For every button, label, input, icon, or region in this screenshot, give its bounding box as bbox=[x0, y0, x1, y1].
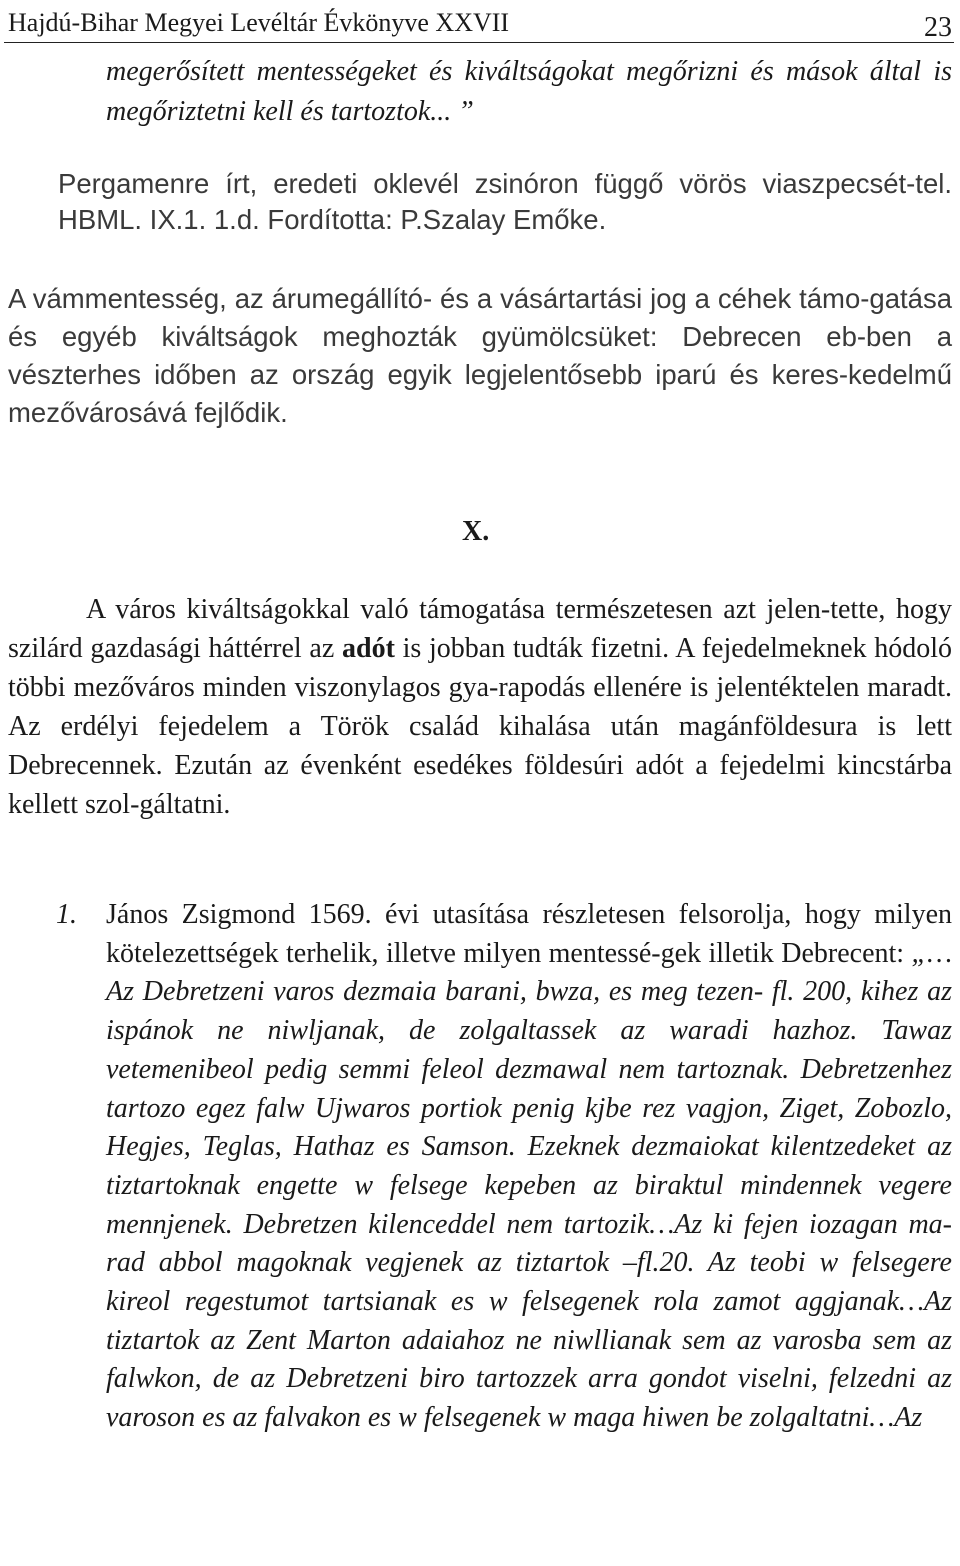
section-paragraph bbox=[8, 590, 952, 824]
page-number: 23 bbox=[924, 12, 952, 43]
running-header bbox=[4, 4, 954, 44]
source-note: Pergamenre írt, eredeti oklevél zsinóron függő vörös viaszpecsét-tel. HBML. IX.1. 1.d. Fordította: P.Szalay Emőke. bbox=[58, 168, 952, 235]
journal-title: Hajdú-Bihar Megyei Levéltár Évkönyve XXVII bbox=[8, 8, 510, 37]
section-bold-term: adót bbox=[342, 633, 395, 664]
list-item-intro: János Zsigmond 1569. évi utasítása részletesen felsorolja, hogy milyen kötelezettségek terhelik, illetve milyen mentessé-gek illetik Debrecent: bbox=[106, 899, 952, 969]
quote-continuation: megerősített mentességeket és kiváltságokat megőrizni és mások által is megőriztetni kell és tartoztok... ” bbox=[106, 56, 952, 127]
list-item-quote: „… Az Debretzeni varos dezmaia barani, bwza, es meg tezen- fl. 200, kihez az ispánok ne niwljanak, de zolgaltassek az waradi hazhoz. Tawaz vetemenibeol pedig semmi feleol dezmawal nem tartoznak. Debretzenhez tartozo egez falw Ujwaros portiok penig kjbe rez vagjon, Ziget, Zobozlo, Hegjes, Teglas, Hathaz es Samson. Ezeknek dezmaiokat kilentzedeket az tiztartoknak engette w felsege kepeben az biraktul mindennek vegere mennjenek. Debretzen kilenceddel nem tartozik…Az ki fejen iozagan ma-rad abbol magoknak vegjenek az tiztartok –fl.20. Az teobi w felsegere kireol regestumot tartsianak es w felsegenek rola zamot aggjanak…Az tiztartok az Zent Marton adaiahoz ne niwllianak sem az varosba sem az falwkon, de az Debretzeni biro tartozzek arra gondot viselni, felzedni az varoson es az falvakon es w felsegenek w maga hiwen be zolgaltatni…Az bbox=[106, 937, 952, 1434]
list-item-text bbox=[106, 896, 952, 1438]
header-rule bbox=[4, 42, 954, 43]
section-text-start: A város kiváltságokkal való támogatása természetesen azt jelen-tette, hogy szilárd gazdasági háttérrel az bbox=[8, 594, 952, 664]
section-text-end: is jobban tudták fizetni. A fejedelmeknek hódoló többi mezőváros minden viszonylagos gya-rapodás ellenére is jelentéktelen maradt. Az erdélyi fejedelem a Török család kihalása után magánföldesura is lett Debrecennek. Ezután az évenként esedékes földesúri adót a fejedelmi kincstárba kellett szol-gáltatni. bbox=[8, 633, 952, 820]
section-heading: X. bbox=[462, 516, 490, 547]
list-item-number: 1. bbox=[56, 899, 77, 930]
summary-paragraph: A vámmentesség, az árumegállító- és a vásártartási jog a céhek támo-gatása és egyéb kiváltságok meghozták gyümölcsüket: Debrecen eb-ben a vészterhes időben az ország egyik legjelentősebb iparú és keres-kedelmű mezővárosává fejlődik. bbox=[8, 283, 952, 428]
